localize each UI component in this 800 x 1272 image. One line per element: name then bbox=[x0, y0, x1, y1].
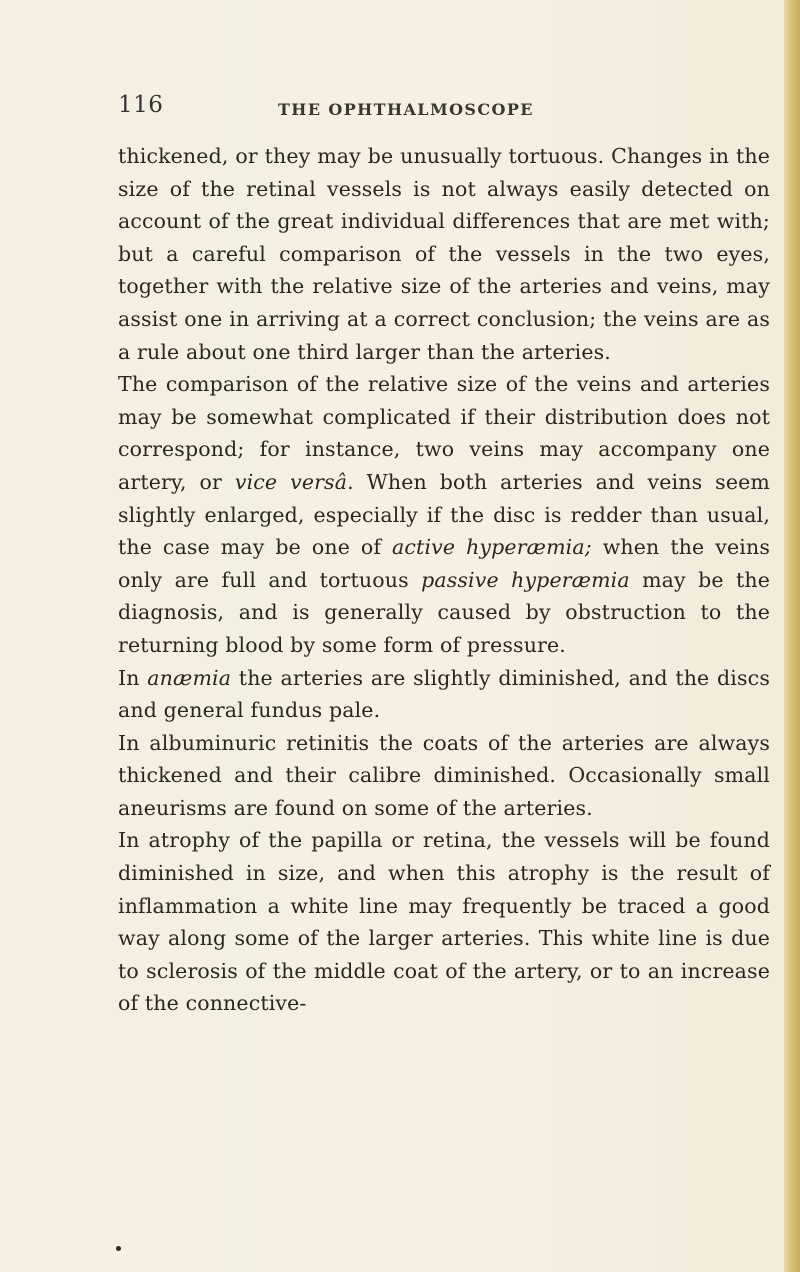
paragraph bbox=[118, 662, 770, 727]
text-segment: In atrophy of the papilla or retina, the vessels will be found diminished in size, and when this atrophy is the result of inflammation a white line may frequently be traced a good way along some of the larger arteries. This white line is due to sclerosis of the middle coat of the artery, or to an increase of the connective- bbox=[118, 828, 770, 1016]
italic-text: vice versâ bbox=[234, 469, 348, 494]
text-segment: the arteries are slightly diminished, and the discs and general fundus pale. bbox=[118, 665, 770, 723]
page-number: 116 bbox=[118, 92, 164, 118]
page-edge bbox=[784, 0, 800, 1272]
text-segment: when the veins only are full and tortuous bbox=[118, 535, 770, 592]
ink-speck bbox=[116, 1246, 121, 1251]
text-segment: . When both arteries and veins seem slightly enlarged, especially if the disc is redder than usual, the case may be one of bbox=[118, 469, 770, 560]
paragraph bbox=[118, 368, 770, 661]
text-segment: may be the diagnosis, and is generally caused by obstruction to the returning blood by some form of pressure. bbox=[118, 567, 770, 657]
text-segment: The comparison of the relative size of the veins and arteries may be somewhat complicated if their distribution does not correspond; for instance, two veins may accompany one artery, or bbox=[118, 372, 770, 494]
page-header bbox=[118, 92, 738, 132]
text-segment: thickened, or they may be unusually tortuous. Changes in the size of the retinal vessels is not always easily detected on account of the great individual differences that are met with; but a careful comparison of the vessels in the two eyes, together with the relative size of the arteries and veins, may assist one in arriving at a correct conclusion; the veins are as a rule about one third larger than the arteries. bbox=[118, 144, 770, 364]
paragraph bbox=[118, 727, 770, 825]
text-segment: In albuminuric retinitis the coats of the arteries are always thickened and their calibre diminished. Occasionally small aneurisms are found on some of the arteries. bbox=[118, 730, 770, 820]
italic-text: anæmia bbox=[147, 665, 232, 690]
italic-text: active hyperæmia; bbox=[392, 535, 592, 560]
running-title: THE OPHTHALMOSCOPE bbox=[278, 100, 534, 119]
body-text bbox=[118, 140, 770, 1020]
paragraph bbox=[118, 824, 770, 1020]
italic-text: passive hyperæmia bbox=[421, 567, 630, 592]
text-segment: In bbox=[118, 665, 148, 690]
paragraph bbox=[118, 140, 770, 368]
